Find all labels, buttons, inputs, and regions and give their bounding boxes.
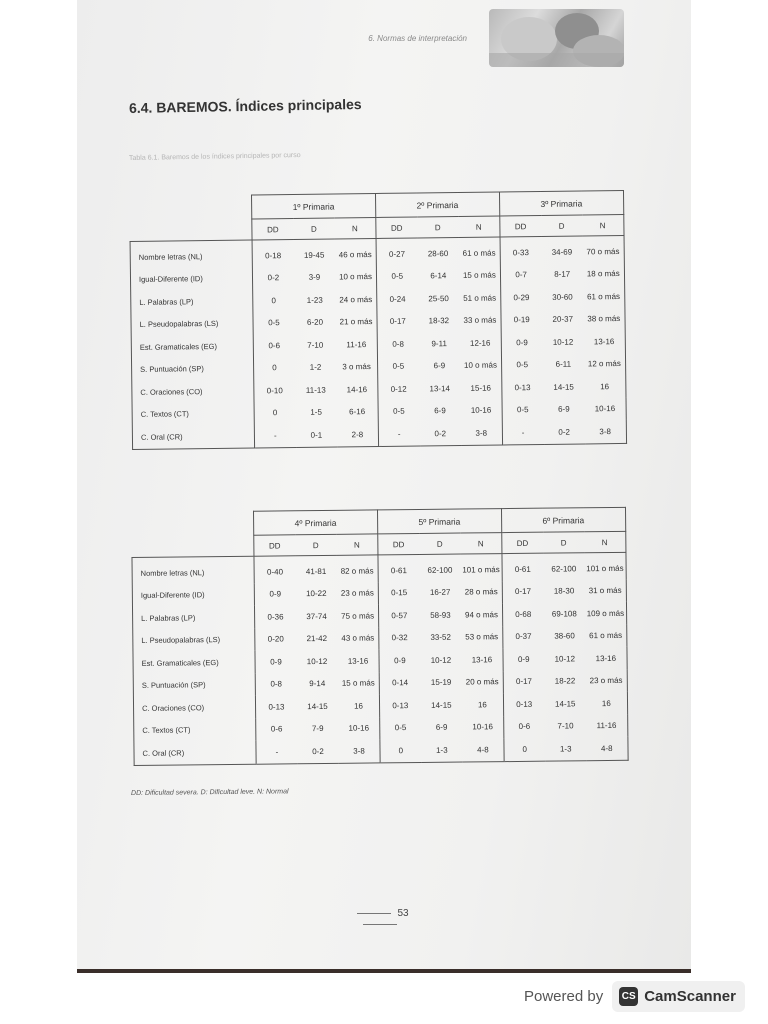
- table-footnote: DD: Dificultad severa. D: Dificultad leve. N: Normal: [130, 788, 289, 797]
- table-cell: 0-32: [379, 626, 421, 649]
- table-cell: 10-12: [306, 656, 328, 666]
- table-cell: 46 o más: [338, 249, 372, 260]
- table-cell: 13-16: [585, 647, 627, 670]
- table-cell: 0-9: [379, 649, 421, 672]
- grade-header: 6º Primaria: [501, 507, 625, 532]
- table-cell: 0-68: [502, 603, 544, 626]
- table-cell: 25-50: [428, 293, 449, 304]
- grade-header: 2º Primaria: [375, 192, 499, 218]
- table-cell: 20-37: [552, 314, 574, 325]
- table-cell: 10-16: [472, 722, 493, 732]
- page-number: 53: [332, 908, 428, 930]
- table-cell: 2-8: [337, 423, 379, 447]
- table-cell: 0-17: [502, 580, 544, 603]
- table-cell: 0-18: [252, 239, 294, 267]
- table-cell: 23 o más: [340, 588, 374, 599]
- table-cell: 10-16: [348, 723, 370, 733]
- table-cell: 0-19: [501, 308, 543, 331]
- table-caption: Tabla 6.1. Baremos de los índices principales por curso: [128, 152, 301, 162]
- table-cell: 6-9: [433, 361, 446, 371]
- table-2: [131, 507, 628, 766]
- table-cell: 0-5: [376, 265, 418, 288]
- table-cell: 61 o más: [585, 624, 627, 647]
- sub-header: DD: [502, 532, 544, 553]
- row-label: Igual-Diferente (ID): [132, 583, 254, 607]
- table-cell: 14-16: [346, 384, 368, 395]
- table-cell: 15-16: [470, 383, 492, 393]
- row-label: C. Textos (CT): [132, 402, 254, 426]
- table-cell: 18-32: [428, 316, 450, 326]
- table-cell: 62-100: [551, 564, 577, 574]
- table-cell: 21-42: [306, 634, 328, 644]
- table-cell: 69-108: [551, 609, 577, 619]
- table-cell: 0-13: [255, 695, 297, 718]
- table-cell: 0-15: [378, 581, 420, 604]
- sub-header: N: [582, 214, 624, 236]
- sub-header: DD: [378, 533, 420, 554]
- table-cell: 14-15: [307, 701, 328, 711]
- table-cell: 0-29: [500, 286, 542, 309]
- table-cell: 12 o más: [584, 352, 626, 375]
- table-cell: 0-9: [254, 583, 296, 606]
- row-label: L. Palabras (LP): [131, 289, 253, 313]
- table-cell: 9-11: [431, 338, 447, 349]
- table-cell: 0-13: [503, 693, 545, 716]
- table-cell: 0-9: [501, 331, 543, 354]
- table-cell: 0-37: [502, 625, 544, 648]
- table-cell: 3 o más: [342, 362, 371, 372]
- row-label: C. Oral (CR): [134, 741, 256, 765]
- table-cell: 28-60: [427, 248, 449, 259]
- table-cell: 6-11: [555, 359, 572, 370]
- table-cell: 109 o más: [585, 602, 627, 625]
- grade-header: 3º Primaria: [499, 190, 623, 216]
- sub-header: DD: [500, 215, 542, 237]
- row-label: L. Pseudopalabras (LS): [133, 628, 255, 652]
- table-cell: 0-61: [378, 554, 420, 581]
- table-cell: 30-60: [552, 292, 573, 302]
- table-cell: 0-6: [503, 715, 545, 738]
- table-cell: 0-5: [377, 355, 419, 378]
- table-cell: 101 o más: [584, 552, 626, 579]
- table-cell: 0-57: [378, 604, 420, 627]
- table-cell: 43 o más: [341, 633, 375, 644]
- table-corner: [130, 219, 252, 241]
- table-cell: 7-10: [307, 340, 324, 350]
- table-cell: 13-14: [429, 383, 450, 394]
- table-cell: 0-5: [378, 400, 420, 423]
- sub-header: D: [293, 218, 335, 240]
- table-cell: 23 o más: [586, 669, 628, 692]
- sub-header: D: [295, 534, 337, 555]
- table-row: [132, 420, 626, 449]
- table-cell: 0: [380, 739, 422, 762]
- table-cell: 58-93: [430, 610, 451, 620]
- table-cell: 10-16: [470, 405, 492, 416]
- document-page: [77, 0, 691, 969]
- sub-header: DD: [376, 217, 418, 239]
- table-cell: 3-8: [585, 420, 627, 444]
- table-cell: 0-20: [255, 628, 297, 651]
- row-label: C. Textos (CT): [134, 718, 256, 742]
- table-cell: 0-12: [378, 377, 420, 400]
- table-cell: 0-1: [296, 423, 338, 447]
- table-cell: 7-9: [311, 724, 324, 734]
- table-cell: 9-14: [309, 679, 326, 689]
- table-cell: 13-16: [584, 330, 626, 353]
- table-cell: 16-27: [429, 587, 451, 598]
- sub-header: N: [584, 531, 626, 552]
- table-cell: 0: [254, 401, 296, 424]
- table-cell: 0-9: [255, 650, 297, 673]
- table-cell: 4-8: [462, 738, 504, 761]
- table-cell: 0-2: [543, 420, 585, 444]
- table-cell: 31 o más: [585, 579, 627, 602]
- table-cell: 70 o más: [582, 235, 624, 263]
- table-cell: 0-5: [253, 311, 295, 334]
- table-cell: 18 o más: [583, 262, 625, 285]
- grade-header: 4º Primaria: [253, 510, 377, 535]
- table-cell: 12-16: [469, 338, 491, 348]
- table-cell: 4-8: [586, 737, 628, 760]
- table-cell: 16: [586, 692, 628, 715]
- table-cell: 0-5: [501, 353, 543, 376]
- table-cell: 62-100: [427, 565, 453, 575]
- table-cell: 1-2: [309, 362, 322, 373]
- sub-header: N: [334, 217, 376, 239]
- table-cell: 28 o más: [464, 587, 498, 597]
- sub-header: DD: [254, 535, 296, 556]
- table-1: [129, 190, 627, 450]
- table-cell: 11-13: [305, 385, 326, 395]
- table-cell: 75 o más: [341, 611, 375, 621]
- table-row: [134, 737, 628, 765]
- table-cell: 0-2: [419, 422, 461, 446]
- row-label: C. Oraciones (CO): [132, 379, 254, 403]
- table-cell: -: [256, 740, 298, 763]
- baremos-table-2: [131, 507, 628, 766]
- table-cell: 0-9: [503, 648, 545, 671]
- table-cell: 38 o más: [583, 307, 625, 330]
- table-cell: 38-60: [554, 631, 575, 641]
- table-cell: 1-23: [306, 295, 323, 305]
- table-cell: 13-16: [471, 654, 493, 665]
- sub-header: D: [541, 215, 583, 237]
- table-cell: 21 o más: [339, 317, 373, 327]
- table-cell: 0: [253, 356, 295, 379]
- table-cell: 34-69: [551, 247, 573, 257]
- header-photo: [489, 9, 624, 67]
- table-cell: 6-9: [558, 404, 570, 415]
- table-corner: [132, 511, 254, 536]
- table-cell: 0-40: [254, 556, 296, 583]
- table-cell: 0-10: [254, 379, 296, 402]
- table-cell: 10-16: [584, 397, 626, 420]
- sub-header: D: [417, 216, 459, 238]
- table-cell: 0-36: [254, 605, 296, 628]
- table-cell: 82 o más: [340, 566, 374, 576]
- table-cell: 0-8: [377, 332, 419, 355]
- table-cell: 0-5: [502, 398, 544, 421]
- sub-header: N: [460, 533, 502, 554]
- table-cell: 6-9: [435, 722, 448, 733]
- table-cell: 10-12: [430, 655, 452, 665]
- table-corner: [132, 535, 254, 557]
- row-label: L. Pseudopalabras (LS): [131, 312, 253, 336]
- table-cell: 0-5: [380, 716, 422, 739]
- row-label: S. Puntuación (SP): [133, 673, 255, 697]
- table-cell: 10-12: [552, 337, 574, 347]
- table-cell: 0-13: [502, 376, 544, 399]
- row-label: S. Puntuación (SP): [131, 357, 253, 381]
- table-cell: 0: [504, 738, 546, 761]
- row-label: Est. Gramaticales (EG): [133, 651, 255, 675]
- table-cell: 8-17: [554, 269, 571, 280]
- table-cell: 0-7: [500, 263, 542, 286]
- table-cell: -: [502, 421, 544, 445]
- table-cell: 3-9: [308, 272, 321, 283]
- table-corner: [130, 195, 252, 220]
- table-cell: 0-13: [379, 694, 421, 717]
- table-cell: 0-17: [377, 310, 419, 333]
- watermark-brand: CamScanner: [644, 988, 736, 1005]
- table-cell: 3-8: [338, 739, 380, 762]
- camscanner-watermark: [524, 981, 745, 1012]
- table-cell: -: [378, 422, 420, 446]
- table-cell: 1-3: [421, 739, 463, 762]
- table-cell: 0-24: [377, 287, 419, 310]
- table-cell: 15 o más: [462, 270, 496, 281]
- table-cell: 10 o más: [338, 272, 372, 282]
- table-cell: 10 o más: [463, 360, 497, 371]
- table-cell: 15 o más: [341, 678, 375, 689]
- sub-header: D: [543, 532, 585, 553]
- grade-header: 5º Primaria: [377, 509, 501, 534]
- header-photo-image: [489, 9, 624, 67]
- table-cell: 0-2: [252, 266, 294, 289]
- table-cell: 14-15: [554, 699, 576, 709]
- row-label: C. Oral (CR): [132, 424, 254, 448]
- table-cell: 37-74: [306, 611, 327, 621]
- row-label: L. Palabras (LP): [132, 606, 254, 630]
- table-cell: 3-8: [461, 421, 503, 445]
- table-cell: 6-20: [306, 317, 324, 328]
- table-cell: 33 o más: [463, 315, 497, 326]
- table-cell: 18-30: [553, 586, 575, 596]
- table-cell: 41-81: [305, 566, 327, 576]
- table-cell: 0-33: [500, 236, 542, 264]
- table-cell: 61 o más: [583, 285, 625, 308]
- table-cell: 33-52: [430, 632, 451, 643]
- table-cell: 101 o más: [462, 564, 500, 575]
- row-label: C. Oraciones (CO): [133, 696, 255, 720]
- table-cell: 14-15: [431, 700, 452, 710]
- camscanner-logo-icon: CS: [619, 987, 638, 1006]
- table-cell: 19-45: [303, 250, 325, 260]
- page-edge: [77, 969, 691, 973]
- row-label: Igual-Diferente (ID): [130, 267, 252, 291]
- table-cell: 0-2: [297, 740, 339, 763]
- table-cell: 24 o más: [339, 294, 373, 305]
- table-cell: -: [254, 424, 296, 448]
- table-cell: 16: [584, 375, 626, 398]
- table-cell: 0-8: [255, 673, 297, 696]
- table-cell: 10-22: [306, 589, 327, 599]
- sub-header: N: [458, 216, 500, 238]
- table-cell: 14-15: [553, 382, 574, 392]
- running-header: 6. Normas de interpretación: [368, 34, 467, 43]
- table-cell: 16: [477, 700, 487, 710]
- table-cell: 16: [354, 701, 364, 711]
- table-cell: 0-6: [253, 334, 295, 357]
- table-cell: 1-3: [545, 737, 587, 760]
- table-cell: 94 o más: [464, 609, 498, 620]
- table-cell: 10-12: [554, 654, 576, 664]
- table-cell: 0: [253, 289, 295, 312]
- table-cell: 0-17: [503, 670, 545, 693]
- table-cell: 11-16: [346, 339, 367, 350]
- table-cell: 6-16: [349, 407, 366, 417]
- row-label: Nombre letras (NL): [132, 556, 254, 584]
- section-title: 6.4. BAREMOS. Índices principales: [128, 95, 362, 116]
- table-cell: 13-16: [347, 656, 369, 666]
- watermark-powered-text: Powered by: [524, 988, 604, 1005]
- row-label: Est. Gramaticales (EG): [131, 334, 253, 358]
- row-label: Nombre letras (NL): [130, 240, 252, 268]
- table-cell: 15-19: [430, 677, 452, 688]
- table-cell: 51 o más: [463, 293, 497, 303]
- table-cell: 1-5: [310, 407, 322, 418]
- table-cell: 0-6: [256, 718, 298, 741]
- table-cell: 53 o más: [465, 632, 499, 642]
- table-cell: 11-16: [586, 714, 628, 737]
- table-cell: 0-27: [376, 238, 418, 266]
- baremos-table-1: [129, 190, 627, 450]
- table-cell: 20 o más: [465, 677, 499, 687]
- table-cell: 0-14: [379, 671, 421, 694]
- sub-header: D: [419, 533, 461, 554]
- table-cell: 6-14: [430, 271, 447, 281]
- sub-header: DD: [252, 218, 294, 240]
- table-cell: 6-9: [434, 406, 446, 416]
- table-cell: 61 o más: [462, 248, 496, 258]
- sub-header: N: [336, 534, 378, 555]
- table-cell: 0-61: [502, 553, 544, 580]
- table-cell: 7-10: [557, 721, 574, 731]
- table-cell: 18-22: [554, 676, 576, 686]
- watermark-badge: [612, 981, 745, 1012]
- grade-header: 1º Primaria: [251, 193, 375, 219]
